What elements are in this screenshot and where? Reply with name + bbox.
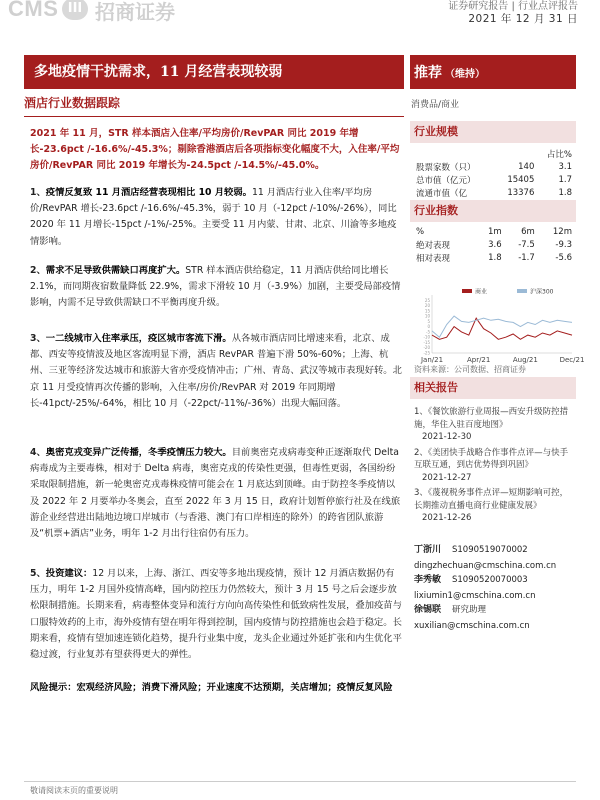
chart-ytick-label: 10: [424, 313, 430, 319]
index-col-header: 1m: [487, 226, 502, 237]
section-number: 3、: [30, 333, 46, 344]
recommendation-bar: [410, 55, 576, 89]
section-heading: 奥密克戎变异广泛传播，冬季疫情压力较大。: [45, 447, 232, 458]
section-heading: 需求不足导致供需缺口再度扩大。: [45, 265, 186, 276]
analyst-name: 徐锡联: [414, 605, 442, 615]
index-row-value: 1.8: [488, 252, 502, 263]
logo-company-name: 招商证券: [95, 0, 175, 24]
scale-row-pct: 3.1: [558, 161, 572, 172]
section-4: [30, 445, 402, 542]
table-row: [414, 186, 574, 199]
scale-row-name: 股票家数（只）: [416, 162, 476, 173]
chart-xtick-label: Jan/21: [420, 356, 444, 364]
section-body: 11 月酒店行业入住率/平均房价/RevPAR 增长-23.6pct /-16.6%/-45.3%，弱于 10 月（-12pct /-10%/-26%），同比 2020 年 11 月增长-15pct /-1%/-25%。主要受 11 月内蒙、甘肃、北京、川渝等多地疫情影响。: [30, 187, 397, 247]
section-number: 5、: [30, 568, 46, 579]
section-number: 4、: [30, 447, 46, 458]
index-header: 行业指数: [410, 200, 576, 222]
scale-row-pct: 1.7: [558, 174, 572, 185]
list-item[interactable]: [414, 406, 576, 444]
list-item[interactable]: [414, 447, 576, 485]
section-2: [30, 263, 402, 312]
related-title[interactable]: 3、《蔑视税务事件点评—短期影响可控，长期推动直播电商行业健康发展》: [414, 488, 569, 511]
index-row-value: -1.7: [518, 252, 535, 263]
index-row-value: -7.5: [518, 239, 535, 250]
analyst-id: S1090519070002: [452, 545, 528, 555]
index-row-value: -9.3: [555, 239, 572, 250]
chart-xtick-label: Apr/21: [466, 356, 491, 364]
chart-ytick-label: 5: [427, 318, 430, 324]
index-chart: [412, 287, 585, 365]
index-row-name: 绝对表现: [416, 240, 451, 251]
scale-row-name: 总市值（亿元）: [416, 175, 476, 186]
related-header: 相关报告: [410, 377, 576, 399]
scale-row-value: 15405: [507, 174, 535, 185]
list-item[interactable]: [414, 487, 576, 525]
report-title: 多地疫情干扰需求，11 月经营表现较弱: [24, 55, 404, 89]
section-body: 从各城市酒店同比增速来看，北京、成都、西安等疫情波及地区客流明显下滑，酒店 RevPAR 普遍下滑 50%-60%；上海、杭州、三亚等经济发达城市和旅游大省亦受疫情冲击；广州、青岛、武汉等城市表现好转。北京 11 月受疫情再次传播的影响，入住率/房价/RevPAR 对 2019 年同期增长-41pct/-25%/-64%，相比 10 月（-22pct/-11%/-36%）出现大幅回落。: [30, 333, 402, 409]
index-col-header: 12m: [552, 226, 572, 237]
chart-ytick-label: 15: [424, 308, 430, 314]
related-list: [414, 406, 576, 528]
chart-legend-swatch: [517, 289, 527, 293]
risk-warning: 风险提示：宏观经济风险；消费下滑风险；开业速度不达预期，关店增加；疫情反复风险: [30, 682, 393, 693]
chart-xtick-label: Aug/21: [512, 356, 538, 364]
chart-ytick-label: -10: [423, 334, 430, 340]
section-body: 目前奥密克戎病毒变种正逐渐取代 Delta 病毒成为主要毒株，相对于 Delta 病毒，奥密克戎的传染性更强，但毒性更弱，各国纷纷采取限制措施，新一轮奥密克戎毒株疫情可能会在 1 月底达到顶峰。由于防控冬季疫情以及 2022 年 2 月要举办冬奥会，直至 2022 年 3 月 15 日，政府计划暂停旅行社及在线旅游企业经营进出陆地边境口岸城市（与香港、澳门有口岸相连的除外）的跨省团队旅游及“机票+酒店”业务，明年 1-2 月出行往宿仍有压力。: [30, 447, 401, 540]
index-col-header: 6m: [521, 226, 535, 237]
report-type: 证券研究报告 | 行业点评报告: [448, 1, 578, 12]
analyst-contact: [414, 542, 576, 571]
analyst-contact: [414, 572, 576, 601]
section-heading: 疫情反复致 11 月酒店经营表现相比 10 月较弱。: [45, 187, 252, 198]
chart-ytick-label: 20: [424, 303, 430, 309]
chart-ytick-label: -15: [423, 339, 430, 345]
footer-divider: [24, 781, 576, 782]
index-row-value: 3.6: [488, 239, 502, 250]
index-chart-svg: [412, 287, 585, 365]
analyst-contact: [414, 602, 576, 631]
scale-row-value: 13376: [507, 187, 535, 198]
chart-ytick-label: 25: [424, 297, 430, 303]
chart-xtick-label: Dec/21: [559, 356, 585, 364]
chart-series-line: [432, 318, 572, 339]
section-number: 1、: [30, 187, 46, 198]
analyst-id: S1090520070003: [452, 575, 528, 585]
chart-legend-swatch: [462, 289, 472, 293]
report-subtitle: 酒店行业数据跟踪: [24, 96, 121, 110]
related-title[interactable]: 2、《美团快手战略合作事件点评—与快手互联互通，到店优势得到巩固》: [414, 447, 569, 470]
analyst-id: 研究助理: [452, 605, 487, 615]
scale-row-name: 流通市值（亿: [416, 188, 468, 199]
analyst-email[interactable]: lixiumin1@cmschina.com.cn: [414, 591, 536, 601]
chart-legend-label: 商业: [475, 288, 488, 296]
logo-badge: III: [62, 0, 88, 20]
analyst-email[interactable]: xuxilian@cmschina.com.cn: [414, 621, 530, 631]
industry-label: 消费品/商业: [411, 100, 460, 110]
scale-unit-header: 占比%: [546, 149, 572, 160]
footer-note: 敬请阅读末页的重要说明: [30, 786, 118, 795]
chart-ytick-label: -25: [423, 350, 430, 356]
chart-ytick-label: -5: [426, 329, 430, 335]
summary-text: 2021 年 11 月，STR 样本酒店入住率/平均房价/RevPAR 同比 2019 年增长-23.6pct /-16.6%/-45.3%；剔除香港酒店后各项指标变化幅度不大，入住率/平均房价/RevPAR 同比 2019 年增长为-24.5pct /-14.5%/-45.0%。: [30, 128, 400, 171]
section-3: [30, 331, 402, 412]
analyst-name: 丁浙川: [414, 545, 442, 555]
analyst-name: 李秀敏: [414, 575, 442, 585]
section-body: 12 月以来，上海、浙江、西安等多地出现疫情，预计 12 月酒店数据仍有压力，明年 1-2 月国外疫情高峰，国内防控压力仍然较大，预计 3 月 15 号之后会逐步放松限制措施。长期来看，病毒整体变异和流行方向向高传染性和低致病性发展，叠加疫苗与口服特效药的上市，海外疫情有望在明年得到控制，国内疫情与防控措施也会趋于稳定。长期来看，疫情有望加速连锁化趋势，提升行业集中度，龙头企业通过外延扩张和内生优化平稳过渡，行业复苏有望获得更大的弹性。: [30, 568, 402, 661]
scale-row-pct: 1.8: [558, 187, 572, 198]
index-table: [414, 225, 574, 264]
table-row: [414, 238, 574, 251]
logo-text: CMS: [8, 0, 59, 21]
report-date: 2021 年 12 月 31 日: [468, 13, 578, 25]
table-row: [414, 173, 574, 186]
section-5: [30, 566, 402, 663]
section-heading: 一二线城市入住率承压，疫区城市客流下滑。: [45, 333, 232, 344]
index-col-header: %: [416, 226, 425, 237]
section-body: STR 样本酒店供给稳定，11 月酒店供给同比增长 2.1%，而同期夜宿数量降低 22.9%，需求下滑较 10 月（-3.9%）加剧，主要受局部疫情影响，内需不足导致供需缺口不平衡再度升级。: [30, 265, 401, 309]
chart-ytick-label: 0: [427, 324, 430, 330]
index-row-value: -5.6: [555, 252, 572, 263]
table-row: [414, 160, 574, 173]
related-date: 2021-12-30: [422, 432, 472, 442]
section-number: 2、: [30, 265, 46, 276]
chart-source: 资料来源：公司数据、招商证券: [414, 365, 526, 374]
scale-table: [414, 147, 574, 199]
related-date: 2021-12-27: [422, 472, 472, 483]
chart-ytick-label: -20: [423, 345, 430, 351]
title-divider: [24, 116, 404, 117]
index-row-name: 相对表现: [416, 253, 451, 264]
related-title[interactable]: 1、《餐饮旅游行业周报—西安升级防控措施，华住入驻百度地图》: [414, 407, 569, 430]
scale-row-value: 140: [518, 161, 535, 172]
analyst-email[interactable]: dingzhechuan@cmschina.com.cn: [414, 561, 557, 571]
section-heading: 投资建议：: [45, 568, 93, 579]
related-date: 2021-12-26: [422, 513, 472, 523]
section-1: [30, 185, 402, 250]
table-row: [414, 251, 574, 264]
recommendation-rating: 推荐: [414, 65, 442, 81]
recommendation-note: （维持）: [445, 69, 485, 80]
chart-legend-label: 沪深300: [530, 288, 554, 296]
scale-header: 行业规模: [410, 121, 576, 143]
